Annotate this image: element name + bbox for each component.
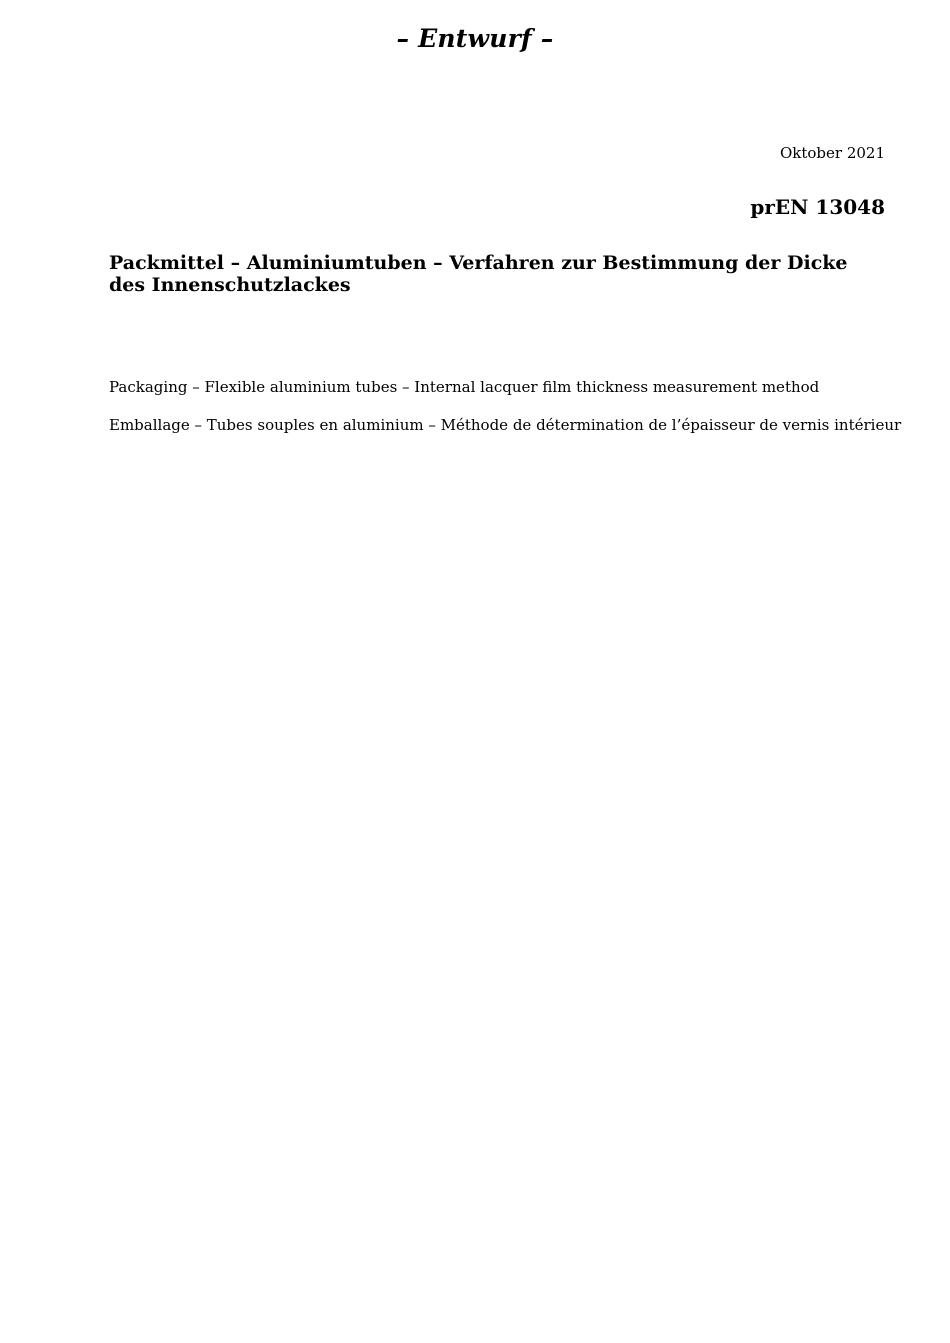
publication-date: Oktober 2021	[779, 144, 885, 162]
draft-watermark-heading: – Entwurf –	[396, 24, 554, 53]
title-english: Packaging – Flexible aluminium tubes – Internal lacquer film thickness measurement method	[109, 378, 820, 396]
title-german: Packmittel – Aluminiumtuben – Verfahren zur Bestimmung der Dicke des Innenschutzlackes	[109, 252, 848, 296]
document-number: prEN 13048	[750, 195, 885, 219]
title-french: Emballage – Tubes souples en aluminium – Méthode de détermination de l’épaisseur de vernis intérieur	[109, 416, 902, 434]
